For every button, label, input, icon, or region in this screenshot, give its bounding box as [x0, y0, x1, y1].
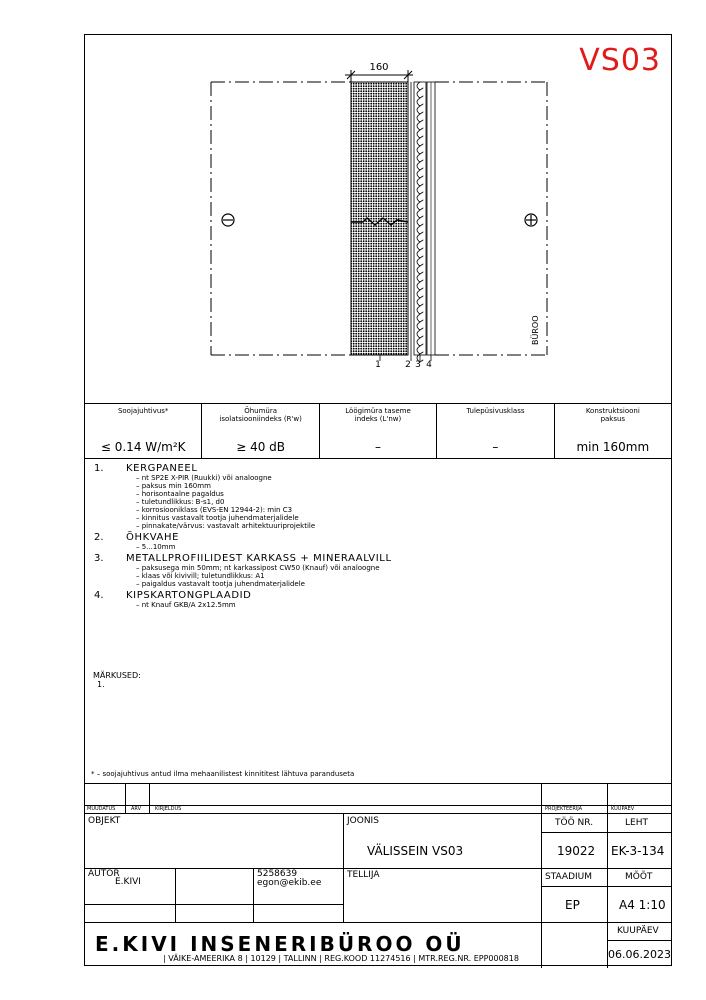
dimension-label: 160 [369, 62, 389, 73]
material-line: – korrosiooniklass (EVS-EN 12944-2): min C3 [136, 506, 293, 514]
property-label: Konstruktsiooni paksus [585, 407, 640, 423]
layer-label-4: 4 [426, 360, 432, 370]
wall-section-drawing [85, 35, 671, 401]
material-title: METALLPROFIILIDEST KARKASS + MINERAALVILL [126, 553, 392, 564]
material-line: – paksus min 160mm [136, 482, 211, 490]
material-line: – horisontaalne pagaldus [136, 490, 224, 498]
property-value: ≤ 0.14 W/m²K [100, 440, 186, 454]
company-name: E.KIVI INSENERIBÜROO OÜ [95, 932, 465, 956]
material-line: – klaas või kivivill; tuletundlikkus: A1 [136, 572, 265, 580]
material-title: KERGPANEEL [126, 463, 198, 474]
property-label: Soojajuhtivus* [117, 407, 169, 415]
material-line: – pinnakate/värvus: vastavalt arhitektuuriprojektile [136, 522, 316, 530]
material-1 [92, 463, 662, 530]
material-title: KIPSKARTONGPLAADID [126, 590, 252, 601]
material-line: – paigaldus vastavalt tootja juhendmaterjalidele [136, 580, 305, 588]
phone: 5258639 [257, 869, 298, 879]
notes-heading: MÄRKUSED: [93, 671, 141, 680]
material-3 [92, 553, 662, 588]
material-number: 1. [94, 463, 104, 474]
rev-kirjeldus: KIRJELDUS [155, 806, 182, 812]
side-label: BÜROO [531, 315, 540, 345]
minus-circle-icon [222, 214, 234, 226]
note-item: 1. [97, 680, 105, 689]
property-fire-class [437, 404, 554, 458]
autor-value: E.KIVI [115, 877, 141, 887]
materials-list [92, 463, 662, 611]
property-label: Tulepüsivusklass [466, 407, 525, 415]
too-nr-value: 19022 [557, 844, 596, 858]
revision-row [85, 783, 671, 814]
title-block [85, 813, 671, 968]
rev-projekteerija: PROJEKTEERIJA [545, 806, 583, 812]
property-thickness [555, 404, 671, 458]
property-airborne-sound [202, 404, 319, 458]
leht-label: LEHT [625, 818, 648, 828]
material-number: 4. [94, 590, 104, 601]
property-impact-sound [320, 404, 437, 458]
property-label: Õhumüra isolatsiooniindeks (R'w) [219, 407, 302, 423]
property-value: – [375, 440, 382, 454]
joonis-label: JOONIS [347, 816, 379, 826]
tellija-label: TELLIJA [347, 870, 380, 880]
staadium-label: STAADIUM [545, 872, 593, 882]
objekt-label: OBJEKT [88, 816, 121, 826]
layer-1-panel [351, 82, 408, 355]
plus-circle-icon [525, 214, 537, 226]
autor-label: AUTOR [88, 869, 120, 879]
material-title: ÕHKVAHE [126, 532, 180, 543]
material-2 [92, 532, 662, 551]
layer-label-2: 2 [405, 360, 411, 370]
material-line: – nt Knauf GKB/A 2x12.5mm [136, 601, 236, 609]
material-line: – nt SP2E X-PIR (Ruukki) või analoogne [136, 474, 272, 482]
too-nr-label: TÖÖ NR. [555, 818, 594, 828]
property-value: ≥ 40 dB [236, 440, 286, 454]
rev-kuupaev: KUUPÄEV [611, 806, 635, 812]
drawing-code: VS03 [579, 43, 661, 78]
email: egon@ekib.ee [257, 878, 322, 888]
material-line: – 5...10mm [136, 543, 176, 551]
company-address: | VÄIKE-AMEERIKA 8 | 10129 | TALLINN | REG.KOOD 11274516 | MTR.REG.NR. EPP000818 [163, 954, 519, 963]
footnote: * – soojajuhtivus antud ilma mehaanilistest kinnititest lähtuva paranduseta [91, 770, 355, 778]
layer-3-insulation [414, 82, 426, 362]
leht-value: EK-3-134 [611, 844, 665, 858]
layer-label-3: 3 [415, 360, 421, 370]
material-line: – paksusega min 50mm; nt karkassipost CW50 (Knauf) või analoogne [136, 564, 380, 572]
kuupaev-value: 06.06.2023 [608, 948, 671, 961]
property-label: Löögimüra taseme indeks (L'nw) [345, 407, 411, 423]
material-number: 2. [94, 532, 104, 543]
property-value: – [492, 440, 499, 454]
rev-muudatus: MUUDATUS [87, 806, 116, 812]
material-line: – tuletundlikkus: B-s1, d0 [136, 498, 225, 506]
drawing-sheet [84, 34, 672, 966]
material-line: – kinnitus vastavalt tootja juhendmaterjalidele [136, 514, 299, 522]
rev-arv: ARV [131, 806, 142, 812]
joonis-value: VÄLISSEIN VS03 [367, 844, 464, 858]
kuupaev-label: KUUPÄEV [617, 926, 659, 936]
staadium-value: EP [565, 898, 580, 912]
properties-table [85, 403, 671, 459]
moot-value: A4 1:10 [619, 898, 666, 912]
property-value: min 160mm [576, 440, 650, 454]
moot-label: MÕÕT [625, 872, 653, 882]
property-thermal [85, 404, 202, 458]
material-4 [92, 590, 662, 609]
material-number: 3. [94, 553, 104, 564]
notes [93, 671, 141, 689]
layer-label-1: 1 [375, 360, 381, 370]
